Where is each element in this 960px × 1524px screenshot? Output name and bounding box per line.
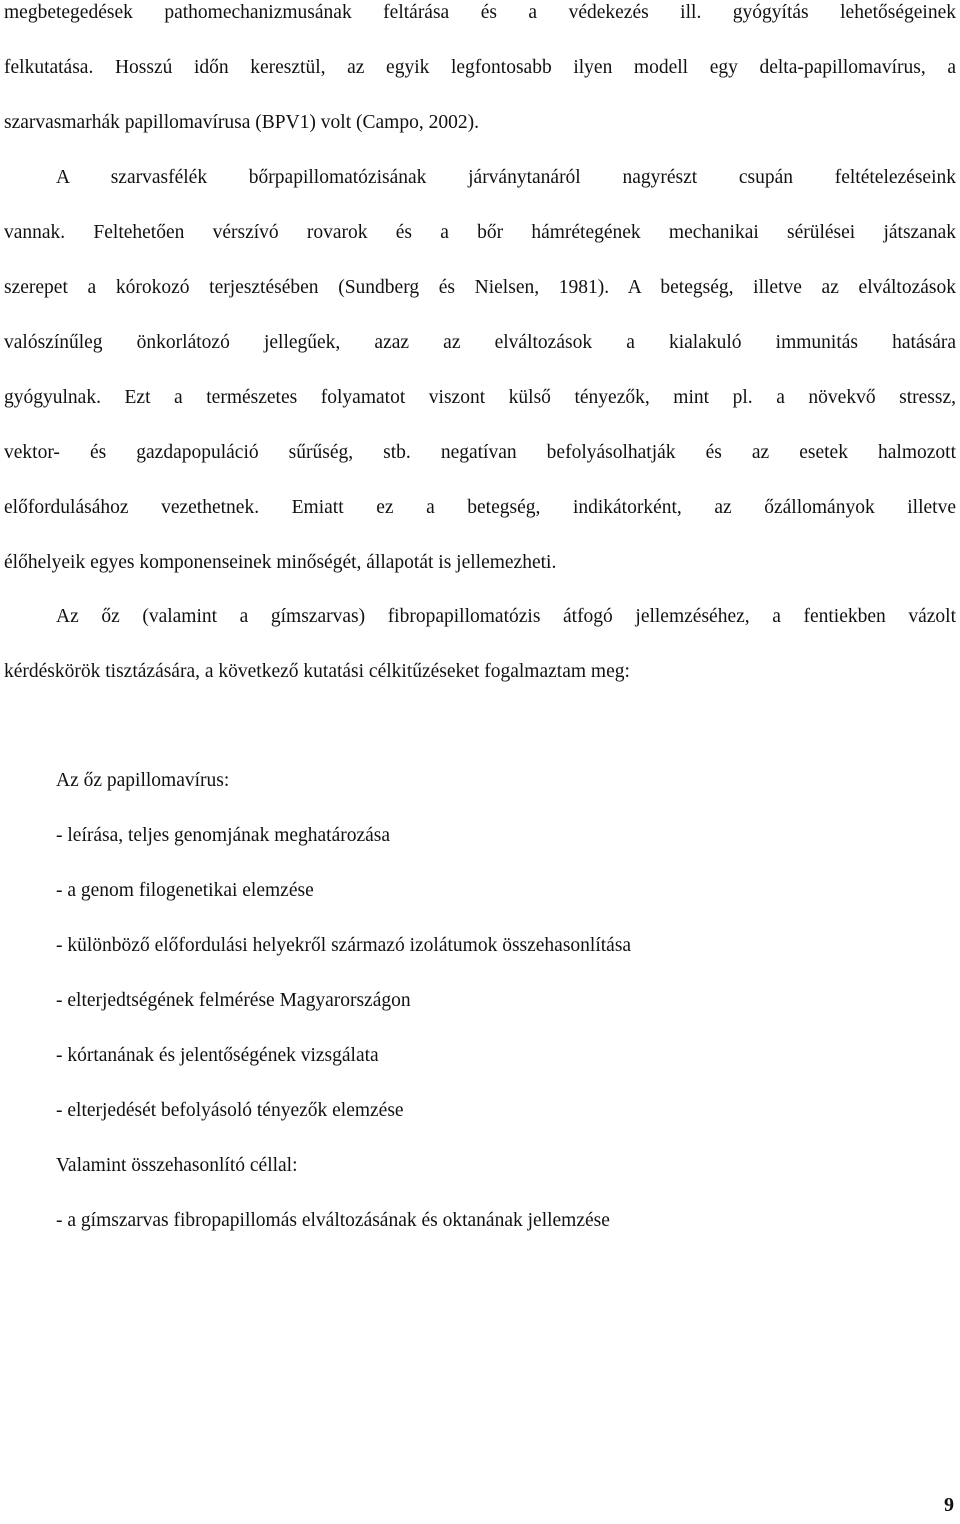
objectives-subheading: Valamint összehasonlító céllal: [56, 1155, 298, 1176]
paragraph-2-line-8: élőhelyeik egyes komponenseinek minőségét, állapotát is jellemezheti. [4, 552, 557, 573]
paragraph-2-line-4: valószínűleg önkorlátozó jellegűek, azaz az elváltozások a kialakuló immunitás hatására [4, 332, 956, 353]
objective-item: - a gímszarvas fibropapillomás elváltozásának és oktanának jellemzése [56, 1210, 610, 1231]
paragraph-3-line-2: kérdéskörök tisztázására, a következő kutatási célkitűzéseket fogalmaztam meg: [4, 661, 630, 682]
paragraph-1-line-2: felkutatása. Hosszú időn keresztül, az egyik legfontosabb ilyen modell egy delta-papillomavírus, a [4, 57, 956, 78]
objective-item: - elterjedtségének felmérése Magyarországon [56, 990, 411, 1011]
paragraph-1-line-3: szarvasmarhák papillomavírusa (BPV1) volt (Campo, 2002). [4, 112, 479, 133]
paragraph-1-line-1: megbetegedések pathomechanizmusának feltárása és a védekezés ill. gyógyítás lehetőségeinek [4, 2, 956, 23]
page-number: 9 [944, 1494, 954, 1516]
objectives-heading: Az őz papillomavírus: [56, 770, 230, 791]
objective-item: - elterjedését befolyásoló tényezők elemzése [56, 1100, 404, 1121]
objective-item: - kórtanának és jelentőségének vizsgálata [56, 1045, 379, 1066]
paragraph-3-line-1: Az őz (valamint a gímszarvas) fibropapillomatózis átfogó jellemzéséhez, a fentiekben vázolt [56, 606, 956, 627]
objective-item: - a genom filogenetikai elemzése [56, 880, 314, 901]
paragraph-2-line-1: A szarvasfélék bőrpapillomatózisának járványtanáról nagyrészt csupán feltételezéseink [56, 167, 956, 188]
objective-item: - különböző előfordulási helyekről származó izolátumok összehasonlítása [56, 935, 632, 956]
objective-item: - leírása, teljes genomjának meghatározása [56, 825, 391, 846]
paragraph-2-line-6: vektor- és gazdapopuláció sűrűség, stb. negatívan befolyásolhatják és az esetek halmozott [4, 442, 956, 463]
paragraph-2-line-3: szerepet a kórokozó terjesztésében (Sundberg és Nielsen, 1981). A betegség, illetve az elváltozások [4, 277, 956, 298]
paragraph-2-line-7: előfordulásához vezethetnek. Emiatt ez a betegség, indikátorként, az őzállományok illetve [4, 497, 956, 518]
paragraph-2-line-2: vannak. Feltehetően vérszívó rovarok és a bőr hámrétegének mechanikai sérülései játszanak [4, 222, 956, 243]
paragraph-2-line-5: gyógyulnak. Ezt a természetes folyamatot viszont külső tényezők, mint pl. a növekvő stressz, [4, 387, 956, 408]
